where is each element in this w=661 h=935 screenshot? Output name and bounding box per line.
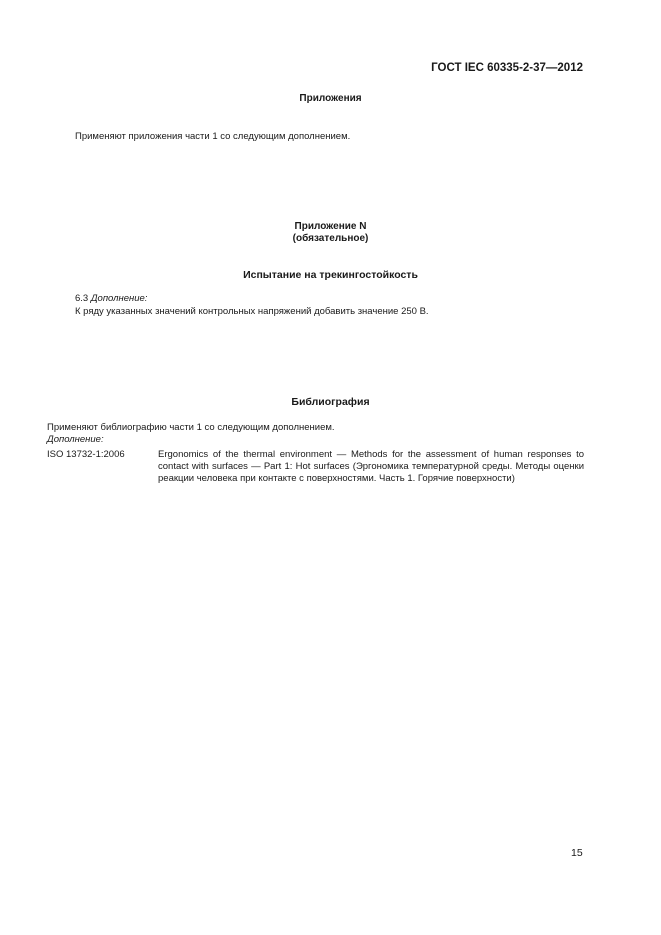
annexes-text: Применяют приложения части 1 со следующим дополнением.: [75, 131, 351, 142]
page-number: 15: [571, 847, 583, 859]
clause-label: Дополнение:: [90, 293, 148, 304]
document-code: ГОСТ IEC 60335-2-37—2012: [431, 62, 583, 74]
clause-line: [75, 293, 147, 304]
clause-number: 6.3: [75, 293, 89, 304]
annexes-title: Приложения: [299, 93, 362, 104]
bibliography-addition-label: Дополнение:: [47, 434, 104, 445]
annex-n-heading: Испытание на трекингостойкость: [243, 269, 418, 281]
annex-n-subtitle: (обязательное): [292, 233, 369, 244]
bibliography-title: Библиография: [291, 396, 370, 408]
annex-n-title: Приложение N: [294, 221, 367, 232]
bibliography-entry-ref: ISO 13732-1:2006: [47, 449, 125, 460]
clause-text: К ряду указанных значений контрольных напряжений добавить значение 250 В.: [75, 306, 429, 317]
bibliography-intro: Применяют библиографию части 1 со следующим дополнением.: [47, 422, 335, 433]
bibliography-entry-text: Ergonomics of the thermal environment — Methods for the assessment of human responses to contact with surfaces — Part 1: Hot surfaces (Эргономика температурной среды. Методы оценки реакции человека при контакте с поверхностями. Часть 1. Горячие поверхности): [158, 449, 584, 484]
